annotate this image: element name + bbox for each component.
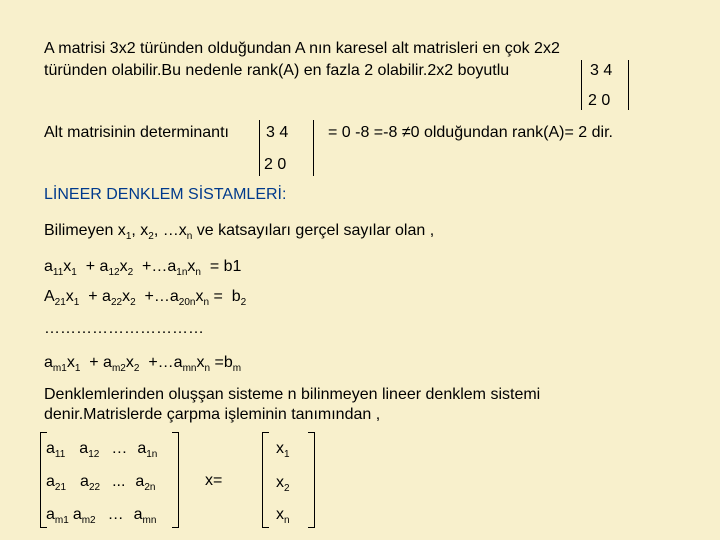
determinant-row-1: 3 4 bbox=[266, 124, 289, 141]
system-intro: Bilimeyen $x_1$, $x_2$, $\dots x_n$ ve katsayıları gerçel sayılar olan , bbox=[44, 222, 435, 242]
determinant-label: Alt matrisinin determinantı bbox=[44, 124, 229, 141]
x-vector-xn: $x_n$ bbox=[276, 506, 290, 526]
coef-row-3: $a_{m1}$ $a_{m2}$ … $a_{mn}$ bbox=[46, 506, 157, 526]
intro-matrix-right-bracket bbox=[622, 60, 629, 110]
coef-right-bracket bbox=[172, 432, 179, 528]
intro-matrix-row-1: 3 4 bbox=[590, 62, 613, 79]
intro-matrix-row-2: 2 0 bbox=[588, 92, 611, 109]
ellipsis-line: ………………………… bbox=[44, 320, 204, 337]
x-vector-x1: $x_1$ bbox=[276, 440, 290, 460]
equation-1: $a_{11}x_1 + a_{12}x_2$ $+\dots a_{1n}x_n = b1$ bbox=[44, 258, 242, 278]
equation-m: $a_{m1}x_1 + a_{m2}x_2$ $+\dots a_{mn}x_n =b_m$ bbox=[44, 354, 242, 374]
x-vector-right-bracket bbox=[308, 432, 315, 528]
coef-row-1: $a_{11}$ $a_{12}$ … $a_{1n}$ bbox=[46, 440, 158, 460]
determinant-right-bar bbox=[307, 120, 314, 176]
intro-matrix-left-bracket bbox=[581, 60, 588, 110]
conclusion-line-1: Denklemlerinden oluşşan sisteme n bilinmeyen lineer denklem sistemi bbox=[44, 386, 541, 403]
section-heading: LİNEER DENKLEM SİSTAMLERİ: bbox=[44, 186, 287, 203]
coef-row-2: $a_{21}$ $a_{22}$ ... $a_{2n}$ bbox=[46, 473, 156, 493]
determinant-row-2: 2 0 bbox=[264, 156, 287, 173]
x-vector-x2: $x_2$ bbox=[276, 474, 290, 494]
equation-2: $A_{21}x_1 + a_{22}x_2$ $+\dots a_{20n}x_n = b_2$ bbox=[44, 288, 247, 308]
conclusion-line-2: denir.Matrislerde çarpma işleminin tanımından , bbox=[44, 406, 381, 423]
intro-line-1: A matrisi 3x2 türünden olduğundan A nın karesel alt matrisleri en çok 2x2 bbox=[44, 40, 560, 57]
determinant-result: = 0 -8 =-8 ≠0 olduğundan rank(A)= 2 dir. bbox=[328, 124, 613, 141]
x-vector-left-bracket bbox=[262, 432, 269, 528]
intro-line-2: türünden olabilir.Bu nedenle rank(A) en fazla 2 olabilir.2x2 boyutlu bbox=[44, 62, 510, 79]
x-equals-label: x= bbox=[205, 472, 223, 489]
